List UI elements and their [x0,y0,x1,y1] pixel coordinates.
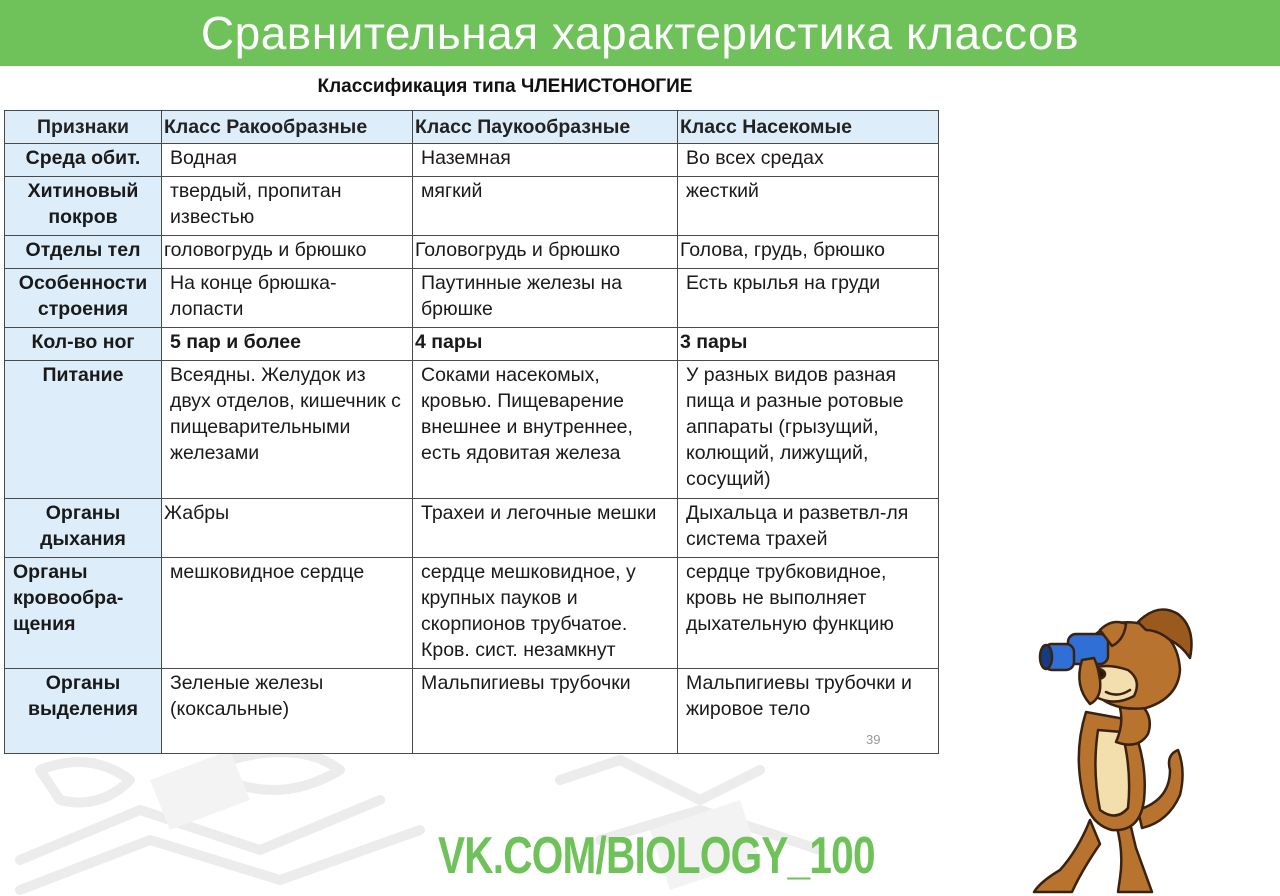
page-number: 39 [866,732,881,747]
table-row [5,558,939,669]
table-cell: Всеядны. Желудок из двух отделов, кишечник с пищеварительными железами [162,361,413,499]
table-cell: Соками насекомых, кровью. Пищеварение внешнее и внутреннее, есть ядовитая железа [413,361,678,499]
table-cell: мешковидное сердце [162,558,413,669]
column-header-insects: Класс Насекомые [678,111,939,144]
table-cell: Головогрудь и брюшко [413,236,678,269]
column-header-arachnids: Класс Паукообразные [413,111,678,144]
table-caption: Классификация типа ЧЛЕНИСТОНОГИЕ [317,76,693,97]
table-row [5,236,939,269]
row-label-structure: Особенности строения [5,269,162,328]
row-label-circulation: Органы кровообра-щения [5,558,162,669]
table-cell: Водная [162,144,413,177]
table-cell: Голова, грудь, брюшко [678,236,939,269]
table-cell: 4 пары [413,328,678,361]
table-cell: Трахеи и легочные мешки [413,499,678,558]
table-cell: У разных видов разная пища и разные ротовые аппараты (грызущий, колющий, лижущий, сосущий) [678,361,939,499]
table-row [5,669,939,754]
row-label-body-sections: Отделы тел [5,236,162,269]
comparison-table [4,110,939,754]
table-cell: мягкий [413,177,678,236]
table-header-row [5,111,939,144]
table-cell: Мальпигиевы трубочки и жировое тело [678,669,939,754]
row-label-excretion: Органы выделения [5,669,162,754]
table-cell: Наземная [413,144,678,177]
slide-header [0,0,1280,66]
row-label-nutrition: Питание [5,361,162,499]
dog-with-binoculars-icon [1020,600,1210,896]
table-cell: 3 пары [678,328,939,361]
table-cell: твердый, пропитан известью [162,177,413,236]
column-header-features: Признаки [5,111,162,144]
table-row [5,144,939,177]
table-cell: сердце трубковидное, кровь не выполняет дыхательную функцию [678,558,939,669]
slide-title: Сравнительная характеристика классов [200,7,1080,59]
table-cell: Жабры [162,499,413,558]
table-row [5,499,939,558]
table-cell: головогрудь и брюшко [162,236,413,269]
table-cell: Есть крылья на груди [678,269,939,328]
table-row [5,177,939,236]
row-label-legs-count: Кол-во ног [5,328,162,361]
row-label-respiration: Органы дыхания [5,499,162,558]
table-cell: Мальпигиевы трубочки [413,669,678,754]
table-row [5,328,939,361]
footer-link[interactable]: VK.COM/BIOLOGY_100 [438,827,875,885]
row-label-chitin-cover: Хитиновый покров [5,177,162,236]
column-header-crustaceans: Класс Ракообразные [162,111,413,144]
table-row [5,361,939,499]
table-cell: Дыхальца и разветвл-ля система трахей [678,499,939,558]
table-cell: сердце мешковидное, у крупных пауков и скорпионов трубчатое. Кров. сист. незамкнут [413,558,678,669]
table-row [5,269,939,328]
table-cell: На конце брюшка-лопасти [162,269,413,328]
table-cell: Во всех средах [678,144,939,177]
table-cell: 5 пар и более [162,328,413,361]
table-cell: Зеленые железы (коксальные) [162,669,413,754]
row-label-habitat: Среда обит. [5,144,162,177]
table-cell: Паутинные железы на брюшке [413,269,678,328]
table-cell: жесткий [678,177,939,236]
